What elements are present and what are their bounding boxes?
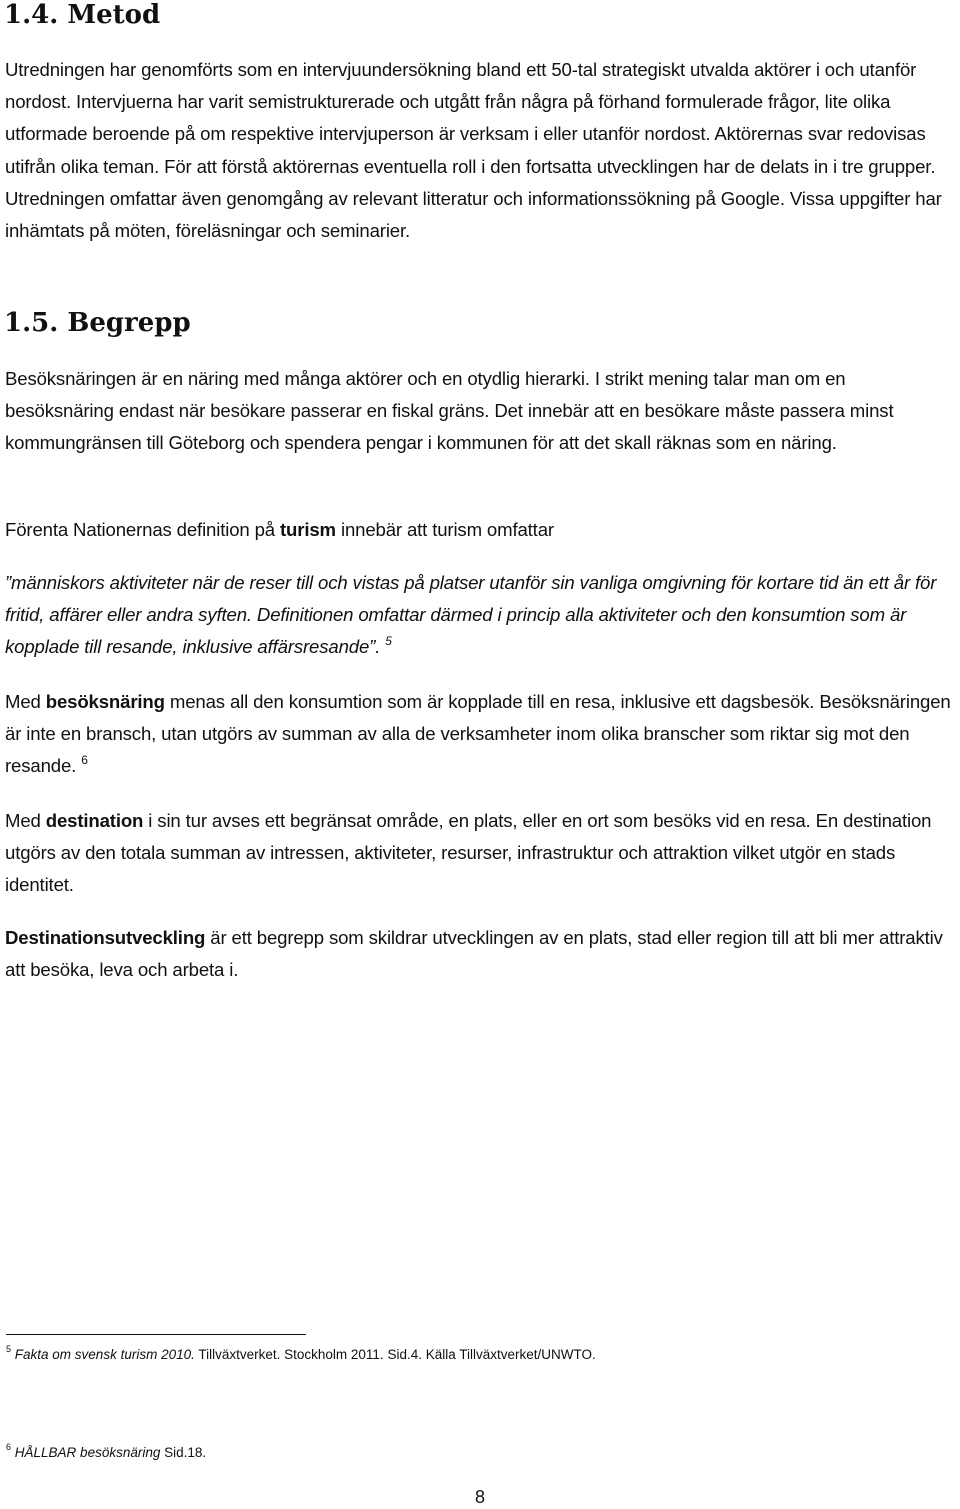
footnote-5: $^5$ Fakta om svensk turism 2010. Tillväxtverket. Stockholm 2011. Sid.4. Källa Tillväxtverket/UNWTO. [6,1344,596,1362]
metod-text-part-1: Utredningen har genomförts som en intervjuundersökning bland ett 50-tal strategiskt utvalda aktörer i och utanför nordost. Intervjuerna har varit semistrukturerade och utgått från några på förhand formulerade frågor, lite olika utformade beroende på om respektive intervjuperson är verksam i eller utanför nordost. [5,59,917,145]
page-number: 8 [474,1487,485,1507]
fn-definition-intro: Förenta Nationernas definition på turism innebär att turism omfattar [5,519,554,540]
footnote-separator [6,1334,306,1335]
section-heading-begrepp: 1.5. Begrepp [4,308,191,338]
term-destination: destination [45,810,144,831]
besoksnaring-definition: Med besöksnäring menas all den konsumtion som är kopplade till en resa, inklusive ett dagsbesök. Besöksnäringen är inte en bransch, utan utgörs av summan av alla de verksamheter inom olika branscher som riktar sig mot den resande. $^6$ [5,691,951,777]
metod-text-part-2: Aktörernas svar redovisas utifrån olika teman. För att förstå aktörernas eventuella roll i den fortsatta utvecklingen har de delats in i tre grupper. Utredningen omfattar även genomgång av relevant litteratur och informationssökning på Google. Vissa uppgifter har inhämtats på möten, föreläsningar och seminarier. [5,123,942,242]
footnote-ref-6: 6 [81,753,88,768]
besoksnaring-paragraph: Besöksnäringen är en näring med många aktörer och en otydlig hierarki. I strikt mening talar man om en besöksnäring endast när besökare passerar en fiskal gräns. Det innebär att en besökare måste passera minst kommungränsen till Göteborg och spendera pengar i kommunen för att det skall räknas som en näring. [5,368,894,454]
un-definition-quote: ”människors aktiviteter när de reser till och vistas på platser utanför sin vanliga omgivning för kortare tid än ett år för fritid, affärer eller andra syften. Definitionen omfattar därmed i princip alla aktiviteter och den konsumtion som är kopplade till resande, inklusive affärsresande”. $^5$ [5,572,937,658]
term-destinationsutveckling: Destinationsutveckling [5,927,206,948]
footnote-ref-5: 5 [385,634,392,649]
destination-definition: Med destination i sin tur avses ett begränsat område, en plats, eller en ort som besöks vid en resa. En destination utgörs av den totala summan av intressen, aktiviteter, resurser, infrastruktur och attraktion vilket utgör en stads identitet. [5,810,932,896]
footnote-6: $^6$ HÅLLBAR besöksnäring Sid.18. [6,1442,207,1460]
term-besoksnaring: besöksnäring [45,691,165,712]
metod-paragraph [5,54,955,247]
destinationsutveckling-definition: Destinationsutveckling är ett begrepp som skildrar utvecklingen av en plats, stad eller region till att bli mer attraktiv att besöka, leva och arbeta i. [5,927,943,981]
section-heading-metod: 1.4. Metod [4,0,161,30]
term-turism: turism [280,519,336,540]
